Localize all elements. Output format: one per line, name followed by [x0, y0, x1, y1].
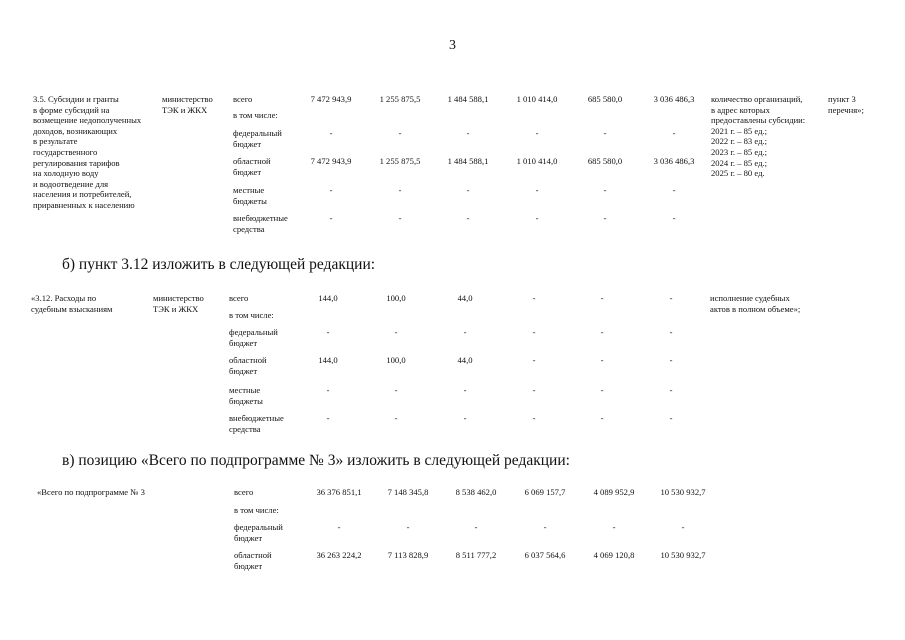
- regional-value: 36 263 224,2: [316, 550, 362, 560]
- offbudget-value: -: [672, 213, 676, 223]
- regional-value: 1 010 414,0: [516, 156, 558, 166]
- item-3-12-name: «3.12. Расходы по судебным взысканиям: [31, 293, 113, 314]
- row-label-including: в том числе:: [234, 505, 279, 515]
- offbudget-value: -: [603, 213, 607, 223]
- federal-value: -: [463, 327, 467, 337]
- total-value: 1 010 414,0: [516, 94, 558, 104]
- regional-value: 6 037 564,6: [524, 550, 566, 560]
- local-value: -: [326, 385, 330, 395]
- item-3-5-reference: пункт 3 перечня»;: [828, 94, 864, 115]
- local-value: -: [535, 185, 539, 195]
- offbudget-value: -: [532, 413, 536, 423]
- heading-b: б) пункт 3.12 изложить в следующей редакции:: [62, 256, 376, 273]
- regional-value: 10 530 932,7: [660, 550, 706, 560]
- total-value: 8 538 462,0: [455, 487, 497, 497]
- regional-value: 1 255 875,5: [379, 156, 421, 166]
- total-value: 36 376 851,1: [316, 487, 362, 497]
- federal-value: -: [600, 327, 604, 337]
- total-value: 1 484 588,1: [447, 94, 489, 104]
- total-value: 685 580,0: [587, 94, 623, 104]
- local-value: -: [466, 185, 470, 195]
- row-label-regional: областной бюджет: [234, 550, 272, 571]
- item-3-12-indicator: исполнение судебных актов в полном объеме»;: [710, 293, 801, 314]
- row-label-regional: областной бюджет: [229, 355, 267, 376]
- total-value: 3 036 486,3: [653, 94, 695, 104]
- row-label-regional: областной бюджет: [233, 156, 271, 177]
- federal-value: -: [672, 128, 676, 138]
- row-label-federal: федеральный бюджет: [229, 327, 278, 348]
- offbudget-value: -: [466, 213, 470, 223]
- offbudget-value: -: [398, 213, 402, 223]
- federal-value: -: [612, 522, 616, 532]
- row-label-local: местные бюджеты: [233, 185, 267, 206]
- offbudget-value: -: [329, 213, 333, 223]
- regional-value: 100,0: [386, 355, 406, 365]
- regional-value: 1 484 588,1: [447, 156, 489, 166]
- item-3-12-executor: министерство ТЭК и ЖКХ: [153, 293, 204, 314]
- local-value: -: [672, 185, 676, 195]
- total-value: 6 069 157,7: [524, 487, 566, 497]
- total-value: 10 530 932,7: [660, 487, 706, 497]
- federal-value: -: [326, 327, 330, 337]
- local-value: -: [603, 185, 607, 195]
- regional-value: 685 580,0: [587, 156, 623, 166]
- row-label-total: всего: [233, 94, 253, 104]
- federal-value: -: [474, 522, 478, 532]
- item-3-5-executor: министерство ТЭК и ЖКХ: [162, 94, 213, 115]
- subprogram-total-name: «Всего по подпрограмме № 3: [37, 487, 145, 497]
- total-value: 1 255 875,5: [379, 94, 421, 104]
- federal-value: -: [669, 327, 673, 337]
- federal-value: -: [406, 522, 410, 532]
- row-label-offbudget: внебюджетные средства: [233, 213, 288, 234]
- local-value: -: [329, 185, 333, 195]
- row-label-offbudget: внебюджетные средства: [229, 413, 284, 434]
- local-value: -: [669, 385, 673, 395]
- page-number: 3: [449, 38, 456, 53]
- federal-value: -: [337, 522, 341, 532]
- total-value: 7 148 345,8: [387, 487, 429, 497]
- total-value: -: [669, 293, 673, 303]
- offbudget-value: -: [669, 413, 673, 423]
- federal-value: -: [532, 327, 536, 337]
- local-value: -: [600, 385, 604, 395]
- regional-value: 44,0: [457, 355, 473, 365]
- row-label-including: в том числе:: [229, 310, 274, 320]
- total-value: 144,0: [318, 293, 338, 303]
- regional-value: 144,0: [318, 355, 338, 365]
- row-label-local: местные бюджеты: [229, 385, 263, 406]
- federal-value: -: [543, 522, 547, 532]
- regional-value: 8 511 777,2: [455, 550, 497, 560]
- regional-value: -: [669, 355, 673, 365]
- item-3-5-name: 3.5. Субсидии и гранты в форме субсидий на возмещение недополученных доходов, возникающих в результате государственного регулирования тарифов на холодную воду и водоотведение для населения и потребителей, приравненных к населению: [33, 94, 142, 210]
- item-3-5-indicator: количество организаций, в адрес которых предоставлены субсидии: 2021 г. – 85 ед.; 2022 г. – 83 ед.; 2023 г. – 85 ед.; 2024 г. – 85 ед.; 2025 г. – 80 ед.: [711, 94, 806, 179]
- regional-value: 4 069 120,8: [593, 550, 635, 560]
- federal-value: -: [329, 128, 333, 138]
- regional-value: -: [600, 355, 604, 365]
- federal-value: -: [466, 128, 470, 138]
- total-value: 44,0: [457, 293, 473, 303]
- regional-value: -: [532, 355, 536, 365]
- federal-value: -: [398, 128, 402, 138]
- local-value: -: [394, 385, 398, 395]
- offbudget-value: -: [394, 413, 398, 423]
- total-value: 7 472 943,9: [310, 94, 352, 104]
- row-label-federal: федеральный бюджет: [234, 522, 283, 543]
- total-value: 100,0: [386, 293, 406, 303]
- regional-value: 7 472 943,9: [310, 156, 352, 166]
- total-value: 4 089 952,9: [593, 487, 635, 497]
- local-value: -: [398, 185, 402, 195]
- regional-value: 7 113 828,9: [387, 550, 429, 560]
- offbudget-value: -: [326, 413, 330, 423]
- total-value: -: [600, 293, 604, 303]
- row-label-total: всего: [229, 293, 249, 303]
- federal-value: -: [681, 522, 685, 532]
- federal-value: -: [603, 128, 607, 138]
- row-label-including: в том числе:: [233, 110, 278, 120]
- offbudget-value: -: [463, 413, 467, 423]
- row-label-federal: федеральный бюджет: [233, 128, 282, 149]
- heading-c: в) позицию «Всего по подпрограмме № 3» изложить в следующей редакции:: [62, 452, 570, 469]
- row-label-total: всего: [234, 487, 254, 497]
- federal-value: -: [535, 128, 539, 138]
- federal-value: -: [394, 327, 398, 337]
- local-value: -: [532, 385, 536, 395]
- local-value: -: [463, 385, 467, 395]
- offbudget-value: -: [535, 213, 539, 223]
- total-value: -: [532, 293, 536, 303]
- offbudget-value: -: [600, 413, 604, 423]
- regional-value: 3 036 486,3: [653, 156, 695, 166]
